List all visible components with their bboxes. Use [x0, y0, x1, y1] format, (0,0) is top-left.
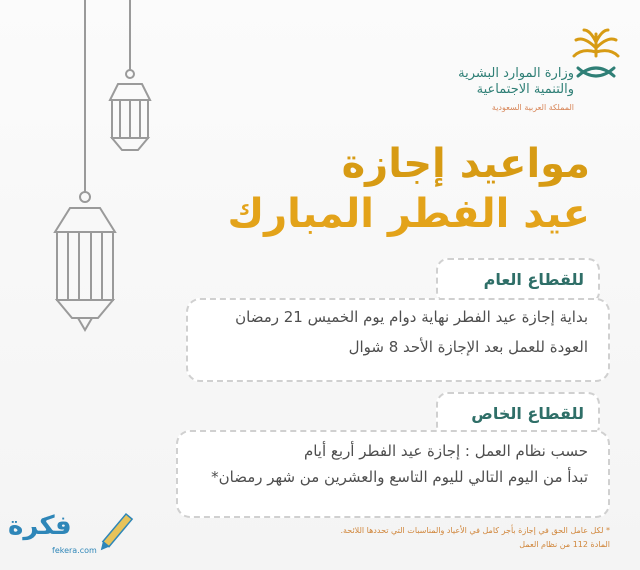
public-sector-line1: بداية إجازة عيد الفطر نهاية دوام يوم الخميس 21 رمضان	[235, 308, 588, 326]
title-line2: عيد الفطر المبارك	[227, 191, 590, 237]
ministry-logo	[452, 26, 622, 116]
ministry-name-line1: وزارة الموارد البشرية	[458, 66, 574, 81]
watermark-text: فكرة	[8, 511, 72, 541]
private-sector-line2: تبدأ من اليوم التالي لليوم التاسع والعشرين من شهر رمضان*	[211, 468, 588, 486]
title-line1: مواعيد إجازة	[341, 141, 590, 187]
ministry-name	[458, 66, 574, 116]
footnote	[340, 524, 610, 552]
private-sector-line1: حسب نظام العمل : إجازة عيد الفطر أربع أيام	[303, 442, 588, 460]
public-sector-card	[186, 298, 610, 382]
palm-swords-emblem	[570, 26, 622, 86]
country-name: المملكة العربية السعودية	[491, 103, 574, 112]
private-sector-card	[176, 430, 610, 518]
public-sector-heading: للقطاع العام	[483, 270, 584, 289]
footnote-line2: المادة 112 من نظام العمل	[519, 540, 610, 549]
footnote-line1: * لكل عامل الحق في إجازة بأجر كامل في الأعياد والمناسبات التي تحددها اللائحة.	[340, 526, 610, 535]
ministry-name-line2: والتنمية الاجتماعية	[476, 82, 574, 97]
public-sector-line2: العودة للعمل بعد الإجازة الأحد 8 شوال	[348, 338, 588, 356]
private-sector-heading: للقطاع الخاص	[471, 404, 584, 423]
page-title	[227, 138, 590, 238]
watermark-domain: fekera.com	[52, 546, 97, 555]
